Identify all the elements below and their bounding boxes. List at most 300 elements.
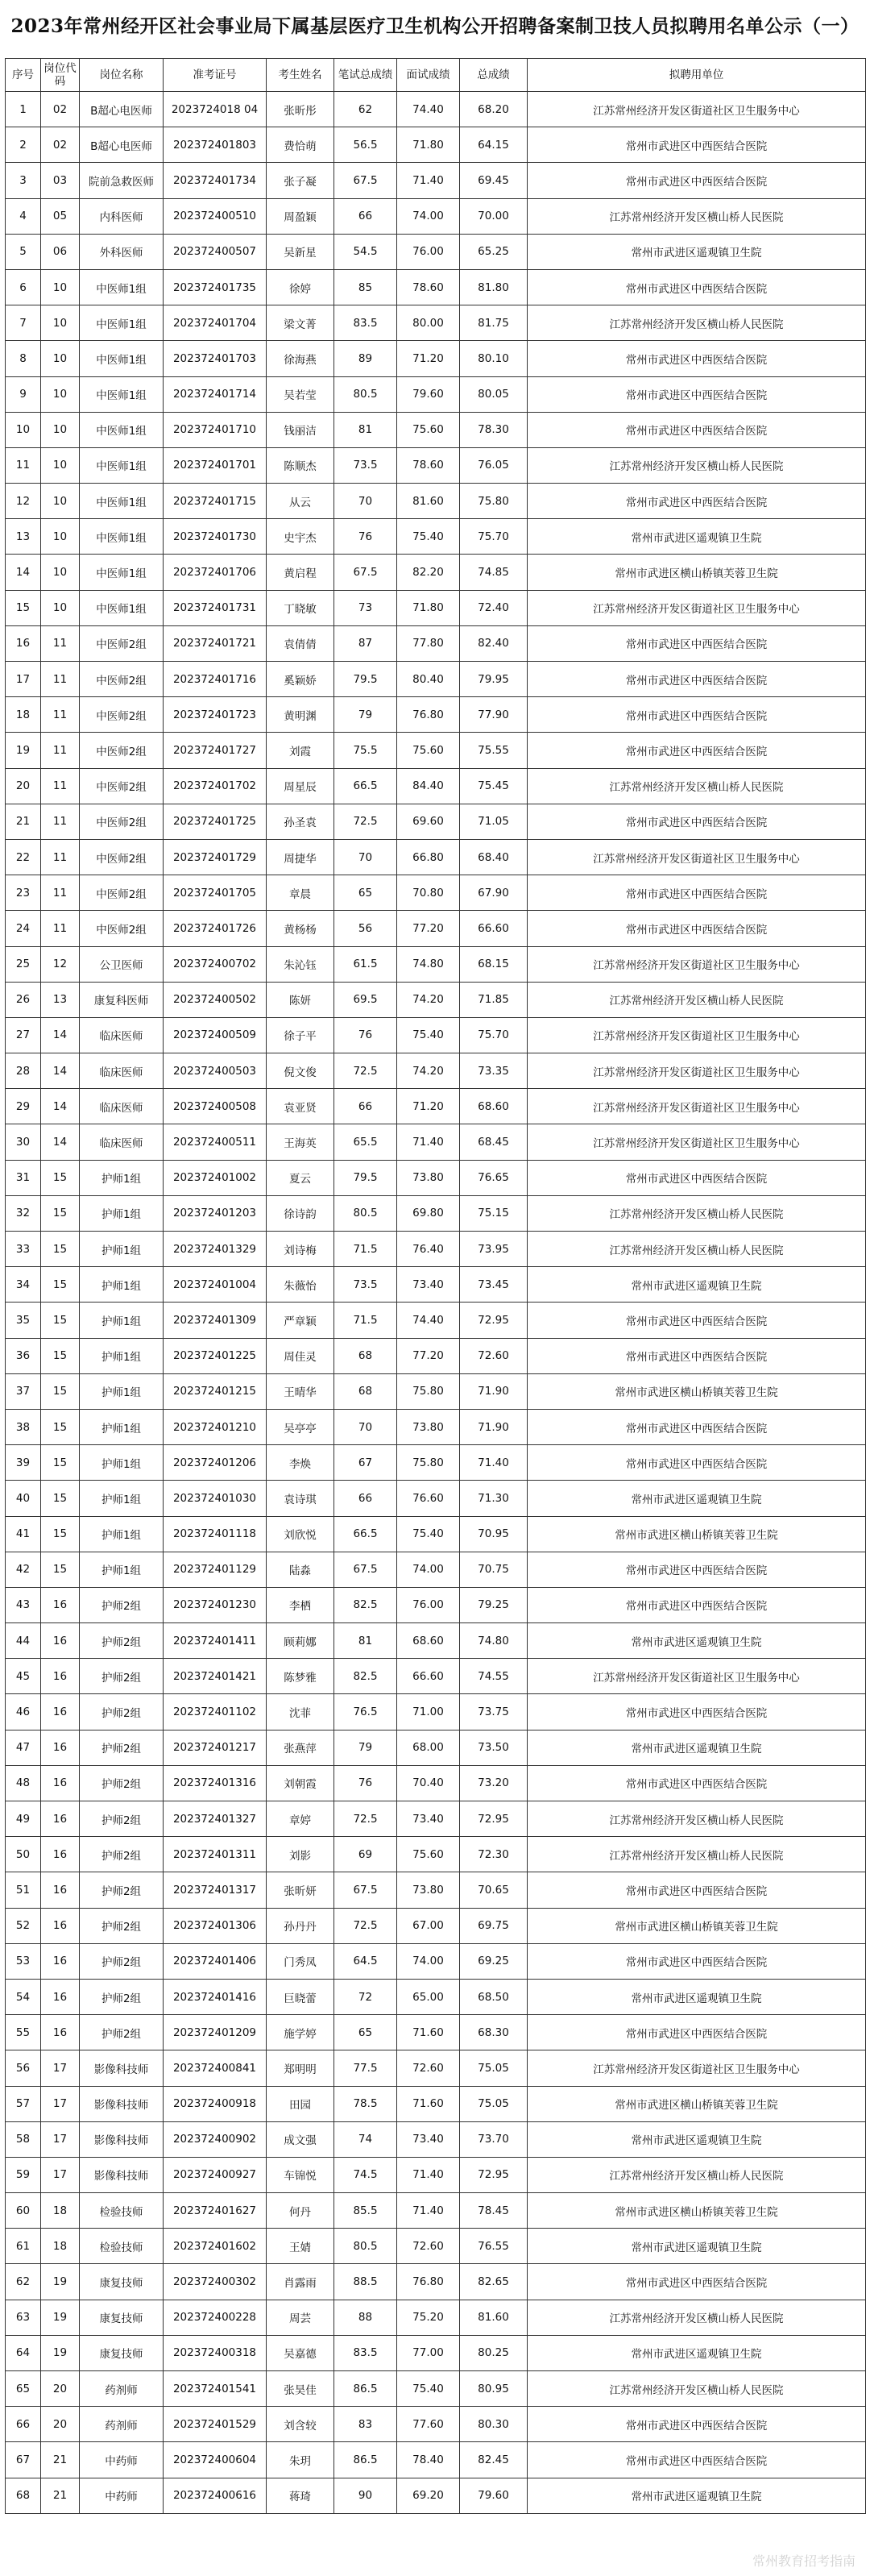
table-cell: 20	[41, 2407, 80, 2442]
table-cell: 常州市武进区遥观镇卫生院	[528, 2478, 866, 2513]
table-cell: 79.95	[460, 662, 528, 697]
table-cell: 72.60	[397, 2050, 460, 2086]
table-cell: 常州市武进区遥观镇卫生院	[528, 2229, 866, 2264]
table-cell: 11	[41, 911, 80, 946]
table-cell: 顾莉娜	[267, 1623, 334, 1659]
table-cell: 32	[6, 1195, 41, 1231]
table-cell: 202372400511	[164, 1124, 267, 1160]
table-cell: 常州市武进区遥观镇卫生院	[528, 234, 866, 269]
table-row	[6, 2157, 866, 2192]
table-row	[6, 1730, 866, 1765]
table-cell: 陆淼	[267, 1552, 334, 1587]
table-cell: 81.75	[460, 305, 528, 341]
table-cell: 黄明渊	[267, 697, 334, 733]
table-cell: 常州市武进区中西医结合医院	[528, 1587, 866, 1622]
table-cell: 74.40	[397, 1303, 460, 1338]
table-cell: 67	[334, 1445, 397, 1481]
table-cell: 中医师1组	[80, 484, 164, 519]
table-cell: 16	[6, 625, 41, 661]
table-cell: 常州市武进区中西医结合医院	[528, 341, 866, 376]
table-cell: 16	[41, 1659, 80, 1694]
table-cell: 71.30	[460, 1481, 528, 1516]
table-cell: 48	[6, 1765, 41, 1801]
table-cell: 吴嘉德	[267, 2335, 334, 2370]
table-cell: 17	[41, 2086, 80, 2121]
table-row	[6, 234, 866, 269]
table-cell: 66.60	[460, 911, 528, 946]
table-cell: 69.5	[334, 982, 397, 1017]
table-cell: 60	[6, 2193, 41, 2229]
table-cell: 38	[6, 1409, 41, 1444]
table-cell: 56	[6, 2050, 41, 2086]
table-cell: 护师1组	[80, 1373, 164, 1409]
table-cell: 70.40	[397, 1765, 460, 1801]
table-cell: 康复科医师	[80, 982, 164, 1017]
table-cell: 202372401102	[164, 1694, 267, 1730]
table-row	[6, 1124, 866, 1160]
table-cell: 40	[6, 1481, 41, 1516]
table-row	[6, 2335, 866, 2370]
table-cell: 75.20	[397, 2300, 460, 2335]
table-cell: 丁晓敏	[267, 590, 334, 625]
table-cell: 16	[41, 1943, 80, 1979]
table-cell: 常州市武进区中西医结合医院	[528, 2015, 866, 2050]
table-cell: 202372401721	[164, 625, 267, 661]
table-cell: 02	[41, 92, 80, 127]
table-cell: 常州市武进区中西医结合医院	[528, 1445, 866, 1481]
table-cell: 71.60	[397, 2086, 460, 2121]
table-row	[6, 1267, 866, 1303]
table-cell: 中医师1组	[80, 519, 164, 555]
table-cell: 202372400918	[164, 2086, 267, 2121]
table-cell: 05	[41, 198, 80, 234]
table-cell: 刘影	[267, 1837, 334, 1872]
table-cell: 73.45	[460, 1267, 528, 1303]
table-cell: 18	[6, 697, 41, 733]
table-cell: 80.05	[460, 376, 528, 412]
table-cell: 影像科技师	[80, 2050, 164, 2086]
table-cell: 费恰萌	[267, 127, 334, 163]
table-cell: 76.55	[460, 2229, 528, 2264]
table-cell: 202372401726	[164, 911, 267, 946]
table-cell: 10	[41, 590, 80, 625]
table-row	[6, 1908, 866, 1943]
table-cell: 吴亭亭	[267, 1409, 334, 1444]
table-cell: 10	[41, 376, 80, 412]
table-cell: 202372401702	[164, 768, 267, 804]
table-cell: 82.45	[460, 2442, 528, 2478]
table-cell: 70	[334, 839, 397, 875]
table-cell: 71.40	[397, 163, 460, 198]
table-header-row	[6, 59, 866, 92]
table-cell: 护师2组	[80, 1659, 164, 1694]
table-cell: 202372401311	[164, 1837, 267, 1872]
table-row	[6, 376, 866, 412]
table-cell: 江苏常州经济开发区横山桥人民医院	[528, 447, 866, 483]
table-cell: 89	[334, 341, 397, 376]
table-cell: 钱丽洁	[267, 412, 334, 447]
table-cell: 202372400502	[164, 982, 267, 1017]
table-cell: 周捷华	[267, 839, 334, 875]
table-row	[6, 662, 866, 697]
table-cell: 护师1组	[80, 1552, 164, 1587]
table-row	[6, 2193, 866, 2229]
table-cell: 46	[6, 1694, 41, 1730]
table-cell: 常州市武进区中西医结合医院	[528, 1943, 866, 1979]
table-cell: 郑明明	[267, 2050, 334, 2086]
table-cell: 16	[41, 1872, 80, 1908]
table-cell: 73.40	[397, 1267, 460, 1303]
table-cell: 202372401327	[164, 1801, 267, 1837]
table-cell: B超心电医师	[80, 127, 164, 163]
table-row	[6, 1338, 866, 1373]
table-cell: 21	[41, 2442, 80, 2478]
table-cell: 42	[6, 1552, 41, 1587]
table-row	[6, 1409, 866, 1444]
table-cell: 202372400510	[164, 198, 267, 234]
table-cell: 15	[41, 1552, 80, 1587]
table-cell: 02	[41, 127, 80, 163]
table-cell: 68	[334, 1373, 397, 1409]
table-cell: 中医师1组	[80, 590, 164, 625]
table-cell: 69	[334, 1837, 397, 1872]
table-cell: 公卫医师	[80, 946, 164, 982]
table-cell: 72.5	[334, 1908, 397, 1943]
table-cell: 常州市武进区横山桥镇芙蓉卫生院	[528, 555, 866, 590]
table-cell: 202372401203	[164, 1195, 267, 1231]
column-header: 序号	[6, 59, 41, 92]
table-cell: 82.20	[397, 555, 460, 590]
table-cell: 刘含较	[267, 2407, 334, 2442]
table-cell: 2	[6, 127, 41, 163]
table-cell: 江苏常州经济开发区街道社区卫生服务中心	[528, 1053, 866, 1089]
table-cell: 护师1组	[80, 1481, 164, 1516]
table-cell: 常州市武进区遥观镇卫生院	[528, 1979, 866, 2014]
table-cell: 16	[41, 1908, 80, 1943]
table-cell: 69.45	[460, 163, 528, 198]
table-cell: 常州市武进区中西医结合医院	[528, 127, 866, 163]
table-cell: 70.00	[460, 198, 528, 234]
table-cell: 12	[6, 484, 41, 519]
table-cell: 73.80	[397, 1872, 460, 1908]
table-row	[6, 1552, 866, 1587]
table-row	[6, 2121, 866, 2157]
table-cell: 刘诗梅	[267, 1232, 334, 1267]
table-cell: 77.20	[397, 911, 460, 946]
table-cell: 中药师	[80, 2442, 164, 2478]
table-cell: 常州市武进区横山桥镇芙蓉卫生院	[528, 2193, 866, 2229]
table-cell: 71.80	[397, 127, 460, 163]
table-cell: 常州市武进区中西医结合医院	[528, 2442, 866, 2478]
table-row	[6, 768, 866, 804]
table-row	[6, 1765, 866, 1801]
table-cell: 江苏常州经济开发区横山桥人民医院	[528, 768, 866, 804]
table-cell: 66.80	[397, 839, 460, 875]
table-cell: 江苏常州经济开发区街道社区卫生服务中心	[528, 92, 866, 127]
table-cell: 202372400503	[164, 1053, 267, 1089]
table-cell: 75.60	[397, 412, 460, 447]
table-cell: 10	[41, 412, 80, 447]
table-cell: 影像科技师	[80, 2157, 164, 2192]
table-cell: 常州市武进区中西医结合医院	[528, 804, 866, 839]
table-cell: 护师1组	[80, 1303, 164, 1338]
table-cell: 71.5	[334, 1232, 397, 1267]
table-cell: 周佳灵	[267, 1338, 334, 1373]
table-cell: 66	[6, 2407, 41, 2442]
table-cell: 68.15	[460, 946, 528, 982]
table-cell: 71.00	[397, 1694, 460, 1730]
table-row	[6, 163, 866, 198]
table-cell: 10	[41, 519, 80, 555]
table-cell: 17	[41, 2157, 80, 2192]
table-row	[6, 1694, 866, 1730]
table-cell: 72.5	[334, 1053, 397, 1089]
table-cell: 202372400616	[164, 2478, 267, 2513]
table-row	[6, 946, 866, 982]
table-cell: 内科医师	[80, 198, 164, 234]
table-cell: 常州市武进区遥观镇卫生院	[528, 519, 866, 555]
table-cell: 74.20	[397, 1053, 460, 1089]
table-cell: 82.5	[334, 1659, 397, 1694]
table-cell: 66	[334, 1089, 397, 1124]
table-cell: 康复技师	[80, 2335, 164, 2370]
table-cell: 袁亚贤	[267, 1089, 334, 1124]
table-cell: 常州市武进区中西医结合医院	[528, 625, 866, 661]
table-cell: 68.60	[397, 1623, 460, 1659]
table-row	[6, 341, 866, 376]
table-cell: 11	[41, 875, 80, 911]
table-row	[6, 127, 866, 163]
table-cell: 51	[6, 1872, 41, 1908]
table-cell: 75.5	[334, 733, 397, 768]
table-cell: 15	[41, 1160, 80, 1195]
table-cell: 11	[41, 733, 80, 768]
table-cell: 85	[334, 269, 397, 305]
table-cell: 章晨	[267, 875, 334, 911]
table-cell: 陈顺杰	[267, 447, 334, 483]
table-cell: 江苏常州经济开发区横山桥人民医院	[528, 2300, 866, 2335]
table-cell: 73	[334, 590, 397, 625]
table-cell: 202372400228	[164, 2300, 267, 2335]
table-cell: 76.05	[460, 447, 528, 483]
table-cell: 54	[6, 1979, 41, 2014]
table-cell: 徐诗韵	[267, 1195, 334, 1231]
table-cell: 74.00	[397, 1943, 460, 1979]
table-cell: 74	[334, 2121, 397, 2157]
table-cell: 章婷	[267, 1801, 334, 1837]
table-cell: 黄启程	[267, 555, 334, 590]
table-row	[6, 1195, 866, 1231]
table-cell: 16	[41, 1837, 80, 1872]
table-cell: 10	[41, 341, 80, 376]
table-cell: 常州市武进区遥观镇卫生院	[528, 2335, 866, 2370]
table-cell: 常州市武进区中西医结合医院	[528, 1409, 866, 1444]
table-cell: 202372401002	[164, 1160, 267, 1195]
table-cell: 43	[6, 1587, 41, 1622]
table-cell: 62	[334, 92, 397, 127]
table-cell: 徐子平	[267, 1017, 334, 1053]
table-cell: 78.45	[460, 2193, 528, 2229]
table-cell: 14	[41, 1053, 80, 1089]
table-cell: 77.60	[397, 2407, 460, 2442]
table-cell: 73.5	[334, 1267, 397, 1303]
table-cell: 13	[41, 982, 80, 1017]
table-cell: 15	[41, 1409, 80, 1444]
table-cell: 81.60	[397, 484, 460, 519]
table-cell: 16	[41, 2015, 80, 2050]
table-cell: 83	[334, 2407, 397, 2442]
recruitment-table	[5, 58, 866, 2514]
table-body	[6, 92, 866, 2514]
table-cell: 护师1组	[80, 1160, 164, 1195]
table-cell: 护师1组	[80, 1338, 164, 1373]
table-cell: 84.40	[397, 768, 460, 804]
table-cell: 202372401731	[164, 590, 267, 625]
table-row	[6, 92, 866, 127]
table-cell: 梁文菁	[267, 305, 334, 341]
table-cell: 临床医师	[80, 1089, 164, 1124]
table-cell: 67.90	[460, 875, 528, 911]
table-cell: 66.5	[334, 768, 397, 804]
table-cell: 79.5	[334, 662, 397, 697]
table-cell: 10	[41, 447, 80, 483]
table-cell: 202372401710	[164, 412, 267, 447]
table-cell: 66.5	[334, 1516, 397, 1552]
table-cell: 88.5	[334, 2264, 397, 2300]
table-cell: 73.95	[460, 1232, 528, 1267]
table-cell: 202372401706	[164, 555, 267, 590]
table-row	[6, 1089, 866, 1124]
table-cell: 79.60	[460, 2478, 528, 2513]
table-cell: 67.5	[334, 1552, 397, 1587]
table-cell: 75.70	[460, 519, 528, 555]
table-cell: 64	[6, 2335, 41, 2370]
table-cell: 护师2组	[80, 2015, 164, 2050]
table-cell: 江苏常州经济开发区街道社区卫生服务中心	[528, 1089, 866, 1124]
table-cell: 朱玥	[267, 2442, 334, 2478]
table-cell: 78.60	[397, 447, 460, 483]
table-row	[6, 198, 866, 234]
table-cell: 68.20	[460, 92, 528, 127]
table-cell: B超心电医师	[80, 92, 164, 127]
table-cell: 中医师2组	[80, 768, 164, 804]
table-cell: 29	[6, 1089, 41, 1124]
table-cell: 73.75	[460, 1694, 528, 1730]
table-cell: 202372401627	[164, 2193, 267, 2229]
table-cell: 护师1组	[80, 1445, 164, 1481]
table-row	[6, 875, 866, 911]
table-cell: 71.80	[397, 590, 460, 625]
table-cell: 50	[6, 1837, 41, 1872]
table-cell: 周盈颖	[267, 198, 334, 234]
table-cell: 80.5	[334, 376, 397, 412]
table-cell: 69.80	[397, 1195, 460, 1231]
table-row	[6, 2478, 866, 2513]
table-cell: 14	[6, 555, 41, 590]
table-cell: 34	[6, 1267, 41, 1303]
table-row	[6, 733, 866, 768]
table-row	[6, 2264, 866, 2300]
table-cell: 6	[6, 269, 41, 305]
table-cell: 常州市武进区中西医结合医院	[528, 1765, 866, 1801]
table-cell: 11	[6, 447, 41, 483]
table-cell: 80.40	[397, 662, 460, 697]
table-cell: 75.40	[397, 519, 460, 555]
table-cell: 常州市武进区中西医结合医院	[528, 484, 866, 519]
table-cell: 66	[334, 1481, 397, 1516]
table-row	[6, 1979, 866, 2014]
table-cell: 13	[6, 519, 41, 555]
table-cell: 中医师1组	[80, 341, 164, 376]
table-cell: 75.80	[397, 1373, 460, 1409]
column-header: 面试成绩	[397, 59, 460, 92]
table-cell: 21	[41, 2478, 80, 2513]
table-cell: 陈妍	[267, 982, 334, 1017]
table-cell: 56.5	[334, 127, 397, 163]
table-cell: 202372400507	[164, 234, 267, 269]
table-cell: 江苏常州经济开发区横山桥人民医院	[528, 1801, 866, 1837]
table-cell: 202372401329	[164, 1232, 267, 1267]
table-cell: 中医师2组	[80, 733, 164, 768]
table-cell: 202372401411	[164, 1623, 267, 1659]
table-cell: 65	[334, 875, 397, 911]
table-cell: 67.5	[334, 163, 397, 198]
table-cell: 张子凝	[267, 163, 334, 198]
table-cell: 70.80	[397, 875, 460, 911]
table-cell: 71.60	[397, 2015, 460, 2050]
table-cell: 33	[6, 1232, 41, 1267]
table-cell: 75.45	[460, 768, 528, 804]
table-cell: 80.25	[460, 2335, 528, 2370]
table-row	[6, 2371, 866, 2407]
table-cell: 江苏常州经济开发区街道社区卫生服务中心	[528, 946, 866, 982]
table-cell: 吴新星	[267, 234, 334, 269]
table-cell: 临床医师	[80, 1053, 164, 1089]
table-cell: 86.5	[334, 2442, 397, 2478]
table-cell: 严章颖	[267, 1303, 334, 1338]
table-cell: 护师2组	[80, 1801, 164, 1837]
table-row	[6, 1481, 866, 1516]
table-cell: 18	[41, 2193, 80, 2229]
table-cell: 80.10	[460, 341, 528, 376]
table-cell: 87	[334, 625, 397, 661]
table-cell: 常州市武进区遥观镇卫生院	[528, 1730, 866, 1765]
table-cell: 19	[41, 2335, 80, 2370]
table-cell: 69.75	[460, 1908, 528, 1943]
table-cell: 14	[41, 1124, 80, 1160]
table-cell: 20	[6, 768, 41, 804]
table-cell: 江苏常州经济开发区街道社区卫生服务中心	[528, 1659, 866, 1694]
table-cell: 院前急救医师	[80, 163, 164, 198]
table-cell: 64.5	[334, 1943, 397, 1979]
table-cell: 72.5	[334, 1801, 397, 1837]
table-cell: 5	[6, 234, 41, 269]
table-cell: 202372401716	[164, 662, 267, 697]
table-cell: 常州市武进区中西医结合医院	[528, 163, 866, 198]
table-row	[6, 2407, 866, 2442]
table-cell: 202372401118	[164, 1516, 267, 1552]
table-cell: 77.20	[397, 1338, 460, 1373]
table-cell: 15	[41, 1232, 80, 1267]
table-row	[6, 911, 866, 946]
table-cell: 11	[41, 697, 80, 733]
table-cell: 17	[41, 2050, 80, 2086]
table-row	[6, 804, 866, 839]
table-cell: 71.40	[397, 2193, 460, 2229]
table-cell: 79	[334, 1730, 397, 1765]
table-cell: 202372401416	[164, 1979, 267, 2014]
table-cell: 67	[6, 2442, 41, 2478]
